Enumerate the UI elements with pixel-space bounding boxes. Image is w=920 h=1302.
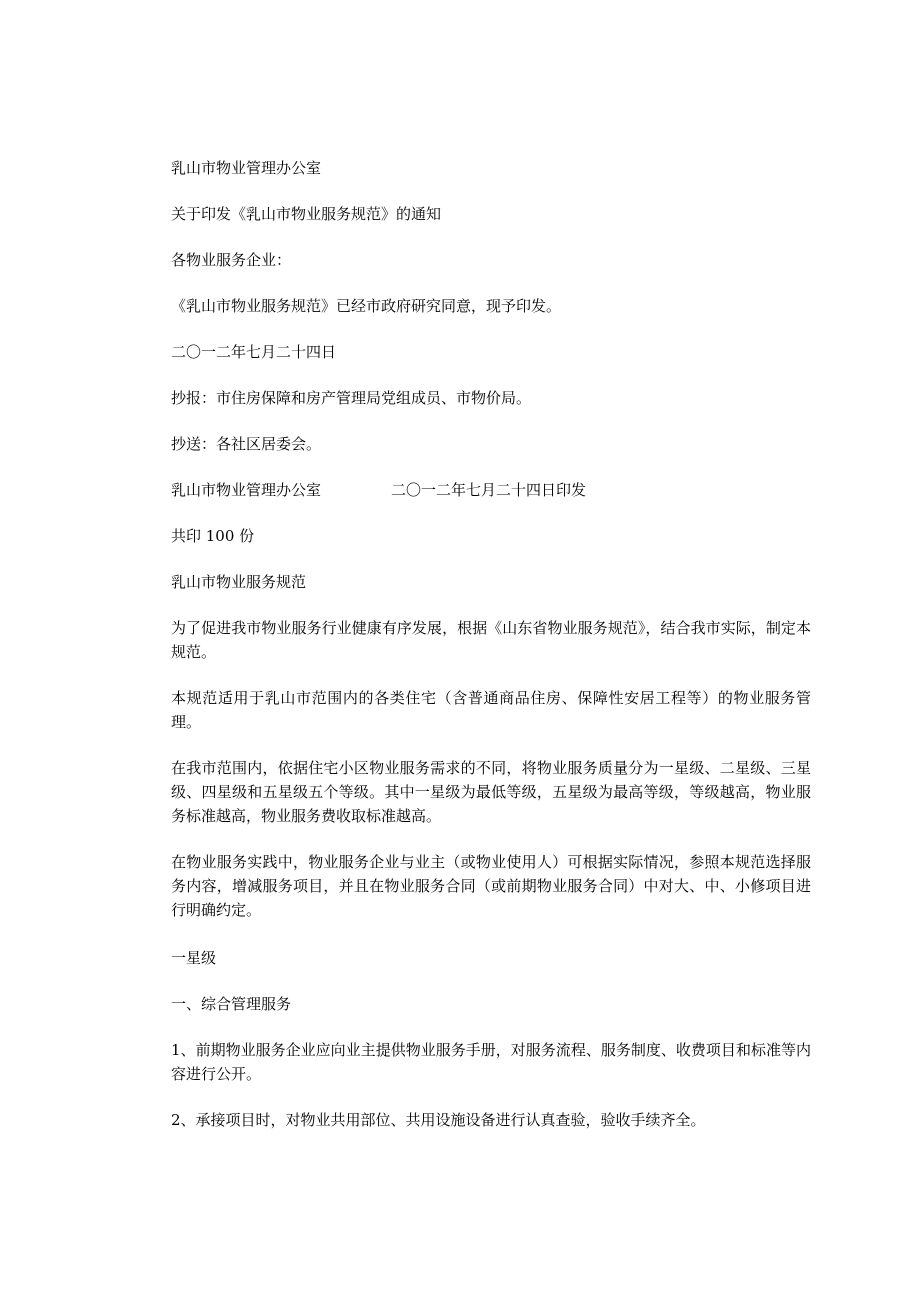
paragraph: 在物业服务实践中，物业服务企业与业主（或物业使用人）可根据实际情况，参照本规范选择服务内容，增减服务项目，并且在物业服务合同（或前期物业服务合同）中对大、中、小修项目进行明确约定。 [171, 853, 811, 919]
paragraph: 本规范适用于乳山市范围内的各类住宅（含普通商品住房、保障性安居工程等）的物业服务管理。 [171, 689, 811, 731]
paragraph: 为了促进我市物业服务行业健康有序发展，根据《山东省物业服务规范》，结合我市实际，制定本规范。 [171, 619, 811, 661]
list-item: 2、承接项目时，对物业共用部位、共用设施设备进行认真查验，验收手续齐全。 [171, 1111, 706, 1129]
paragraph: 在我市范围内，依据住宅小区物业服务需求的不同，将物业服务质量分为一星级、二星级、三星级、四星级和五星级五个等级。其中一星级为最低等级，五星级为最高等级，等级越高，物业服务标准越高，物业服务费收取标准越高。 [171, 759, 811, 825]
document-body [171, 156, 811, 1154]
footer-line [171, 478, 811, 502]
addressee: 各物业服务企业： [171, 251, 292, 269]
copies-count: 共印 100 份 [171, 527, 255, 545]
issue-date: 二〇一二年七月二十四日 [171, 343, 337, 361]
cc-report: 抄报：市住房保障和房产管理局党组成员、市物价局。 [171, 389, 532, 407]
section-heading: 一、综合管理服务 [171, 995, 292, 1013]
header-office: 乳山市物业管理办公室 [171, 159, 322, 177]
notice-title: 关于印发《乳山市物业服务规范》的通知 [171, 205, 442, 223]
spec-title: 乳山市物业服务规范 [171, 573, 307, 591]
body-line: 《乳山市物业服务规范》已经市政府研究同意，现予印发。 [171, 297, 562, 315]
footer-date: 二〇一二年七月二十四日印发 [391, 481, 587, 499]
list-item: 1、前期物业服务企业应向业主提供物业服务手册，对服务流程、服务制度、收费项目和标准等内容进行公开。 [171, 1041, 811, 1083]
footer-office: 乳山市物业管理办公室 [171, 481, 322, 499]
level-heading: 一星级 [171, 949, 217, 967]
cc-send: 抄送：各社区居委会。 [171, 435, 322, 453]
